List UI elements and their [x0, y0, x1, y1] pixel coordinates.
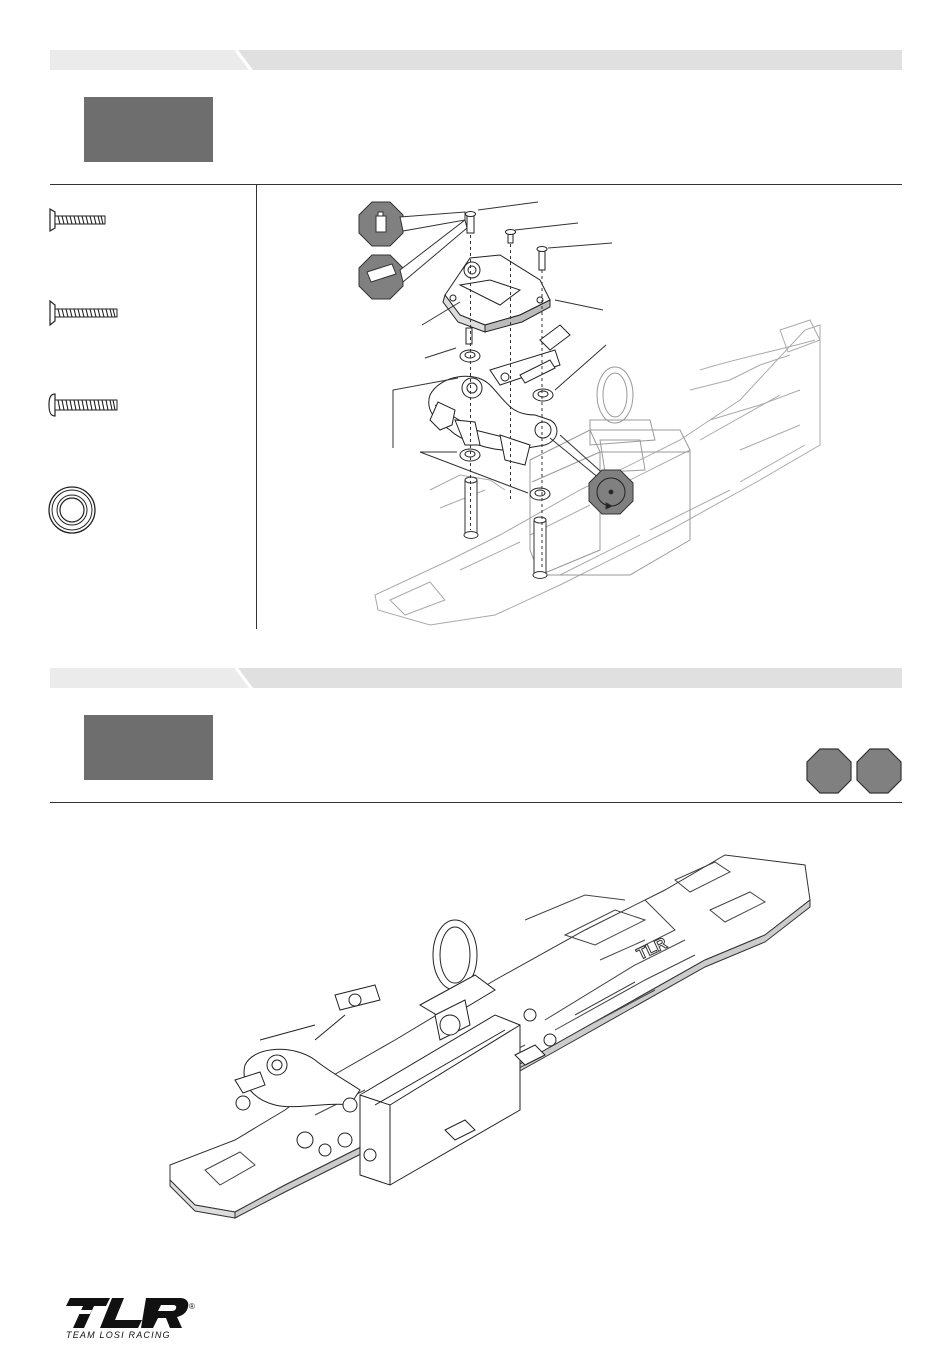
steering-assembly-drawing — [260, 190, 840, 635]
tool-icon-2 — [856, 748, 902, 794]
tool-icon-1 — [806, 748, 852, 794]
bearing-icon — [46, 484, 98, 541]
chassis-assembly-drawing — [165, 840, 815, 1225]
section-header-bar — [50, 50, 902, 70]
flat-head-screw-short-icon — [46, 207, 110, 238]
button-head-screw-icon — [46, 391, 122, 424]
section-divider — [50, 184, 902, 185]
hardware-column-divider — [256, 185, 257, 629]
svg-text:TLR: TLR — [634, 935, 670, 964]
rotate-check-icon — [589, 470, 633, 514]
step-number-box — [84, 715, 213, 780]
section-header-bar — [50, 668, 902, 688]
step-number-box — [84, 97, 213, 162]
logo-tagline: TEAM LOSI RACING — [66, 1330, 171, 1340]
section-divider — [50, 802, 902, 803]
registered-mark: ® — [189, 1302, 195, 1311]
flat-head-screw-long-icon — [46, 299, 122, 332]
